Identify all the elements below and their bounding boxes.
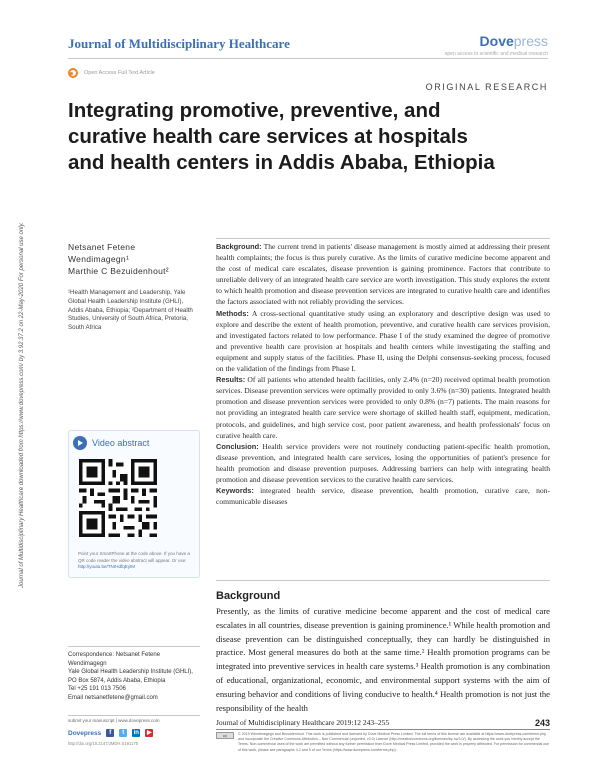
affiliations: ¹Health Management and Leadership, Yale Global Health Leadership Institute (GHLI), Addis Ababa, Ethiopia; ²Department of Health Studies, University of South Africa, Pretoria, South Africa	[68, 289, 193, 332]
video-abstract-label[interactable]: Video abstract	[92, 438, 150, 448]
abstract-results-text: Of all patients who attended health facilities, only 2.4% (n=20) received optimal health promotion services. Disease prevention services were optimally provided to only 3.6% (n=30) patients. Integrated health promotion and disease prevention services were provided to only 0.8% (n=7) patients. The main reasons for not providing an integrated health care service were shortage of skilled health staff, equipment, medication, protocols, and guidelines, and high service cost, poor patient awareness, and health professionals' focus on curative health care.	[216, 375, 550, 440]
abstract-conclusion-text: Health service providers were not routinely conducting patient-specific health promotion, disease prevention, and integrated health care services, losing the opportunities of patient's presence for health promotion and disease prevention purposes. Addressing barriers can help with integrating health promotion and disease prevention services to the curative health care services.	[216, 441, 550, 484]
correspondence-divider	[68, 646, 200, 647]
body-paragraph: Presently, as the limits of curative medicine become apparent and the cost of medical care escalates in all countries, disease prevention is gaining prominence.¹ While health promotion and disease prevention can be distinguished conceptually, they can hardly be distinguished in practice. Most general measures do both at the same time.² Health promotion programs can be integrated into preventive services in health care systems.³ Health promotion is any combination of educational, organizational, economic, and environmental support systems with the aim of ensuring behavior and conditions of living conducive to health.⁴ Health promotion is not just the responsibility of the health	[216, 606, 550, 713]
header-divider	[68, 58, 548, 59]
section-heading: Background	[216, 590, 281, 602]
twitter-icon[interactable]: t	[119, 729, 127, 737]
video-note-text: Point your SmartPhone at the code above. If you have a QR code reader the video abstract will appear. Or use:	[78, 551, 190, 563]
video-link[interactable]: http://youtu.be/TNrHdfqEyIM	[78, 564, 136, 569]
abstract-results	[216, 374, 550, 441]
footer-right-divider	[216, 729, 550, 730]
dovepress-footer-logo[interactable]: Dovepress	[68, 729, 102, 737]
publisher-logo[interactable]	[445, 33, 548, 57]
abstract-keywords-text: integrated health service, disease prevention, health promotion, curative care, non-communicable diseases	[216, 486, 550, 507]
footer-left-divider	[68, 715, 200, 716]
journal-name[interactable]: Journal of Multidisciplinary Healthcare	[68, 36, 290, 51]
play-icon[interactable]	[73, 436, 87, 450]
abstract-bottom-divider	[216, 580, 550, 581]
open-access-badge	[68, 68, 155, 78]
publisher-tagline: open access to scientific and medical research	[444, 51, 548, 57]
creative-commons-icon[interactable]: cc	[216, 732, 234, 739]
correspondence-tel: Tel +25 191 013 7506	[68, 686, 126, 693]
article-title: Integrating promotive, preventive, and curative health care services at hospitals and health centers in Addis Ababa, Ethiopia	[68, 99, 495, 174]
abstract-background	[216, 241, 550, 308]
abstract-background-label: Background:	[216, 242, 262, 251]
correspondence-email[interactable]: Email netsanetfetene@gmail.com	[68, 694, 158, 701]
submit-manuscript-link[interactable]: submit your manuscript | www.dovepress.com	[68, 718, 160, 723]
abstract-methods-text: A cross-sectional quantitative study using an exploratory and descriptive design was used to explore and describe the extent of health promotion, preventive, and curative health care services provision, and investigated factors related to low performance. Phase I of the study examined the degree of promotive and preventive health care provision at hospitals and health centers while investigating the staffing and equipment and supply status of the facilities. Phase II, using the Delphi consensus-seeking process, focused on the validation of the findings from Phase I.	[216, 308, 550, 374]
abstract-methods-label: Methods:	[216, 308, 249, 318]
youtube-icon[interactable]: ▶	[146, 730, 152, 736]
abstract-top-divider	[216, 238, 550, 239]
journal-citation: Journal of Multidisciplinary Healthcare 2019:12 243–255	[216, 718, 390, 727]
page-number: 243	[534, 718, 550, 728]
article-type: ORIGINAL RESEARCH	[425, 82, 548, 92]
correspondence-address: Yale Global Health Leadership Institute (GHLI), PO Box 5874, Addis Ababa, Ethiopia	[68, 669, 193, 684]
author-list	[68, 241, 208, 277]
abstract-conclusion	[216, 441, 550, 485]
author-name: Wendimagegn¹	[68, 254, 130, 264]
license-text: © 2019 Wendimagegn and Bezuidenhout. This work is published and licensed by Dove Medical Press Limited. The full terms of this license are available at https://www.dovepress.com/terms.php and incorporate the Creative Commons Attribution – Non Commercial (unported, v3.0) License (http://creativecommons.org/licenses/by-nc/3.0/). By accessing the work you hereby accept the Terms. Non-commercial uses of the work are permitted without any further permission from Dove Medical Press Limited, provided the work is properly attributed. For permission for commercial use of this work, please see paragraphs 4.2 and 5 of our Terms (https://www.dovepress.com/terms.php).	[238, 732, 549, 752]
correspondence-block	[68, 651, 200, 703]
abstract-results-label: Results:	[216, 375, 246, 385]
abstract-methods	[216, 308, 550, 375]
abstract-conclusion-label: Conclusion:	[216, 441, 259, 451]
abstract-keywords-label: Keywords:	[216, 486, 254, 496]
abstract	[216, 241, 550, 507]
author-name: Netsanet Fetene	[68, 242, 136, 252]
publisher-press: press	[513, 33, 548, 49]
linkedin-icon[interactable]: in	[133, 730, 139, 736]
facebook-icon[interactable]: f	[106, 729, 114, 737]
video-abstract-box[interactable]	[68, 430, 200, 578]
open-access-label: Open Access Full Text Article	[84, 70, 155, 76]
video-instructions	[78, 551, 196, 571]
footer-left	[68, 718, 200, 746]
author-name: Marthie C Bezuidenhout²	[68, 266, 169, 276]
abstract-keywords	[216, 485, 550, 507]
doi-link[interactable]: http://doi.org/10.2147/JMDH.S191175	[68, 741, 138, 746]
publisher-dove: Dove	[479, 33, 514, 49]
correspondence-label: Correspondence: Netsanet Fetene Wendimagegn	[68, 652, 161, 667]
download-note-text: Journal of Multidisciplinary Healthcare downloaded from https://www.dovepress.com/ by 3.92.37.2 on 22-May-2020 For personal use only.	[19, 222, 25, 588]
license-block	[216, 732, 550, 753]
download-note	[12, 128, 52, 588]
open-access-icon	[68, 68, 78, 78]
footer-right	[216, 718, 550, 727]
qr-code-icon	[79, 459, 157, 537]
abstract-background-text: The current trend in patients' disease management is mostly aimed at addressing their present health complaints; the focus is thus purely curative. As the limits of curative medicine become apparent and the cost of medical care escalates, disease prevention is gaining prominence. Factors that contribute to unreliable delivery of an integrated health care service are worth investigation. This study explores the extent to which health promotion and disease prevention services are integrated to curative health care and identifies the factors associated with not reliably providing the services.	[216, 242, 550, 307]
